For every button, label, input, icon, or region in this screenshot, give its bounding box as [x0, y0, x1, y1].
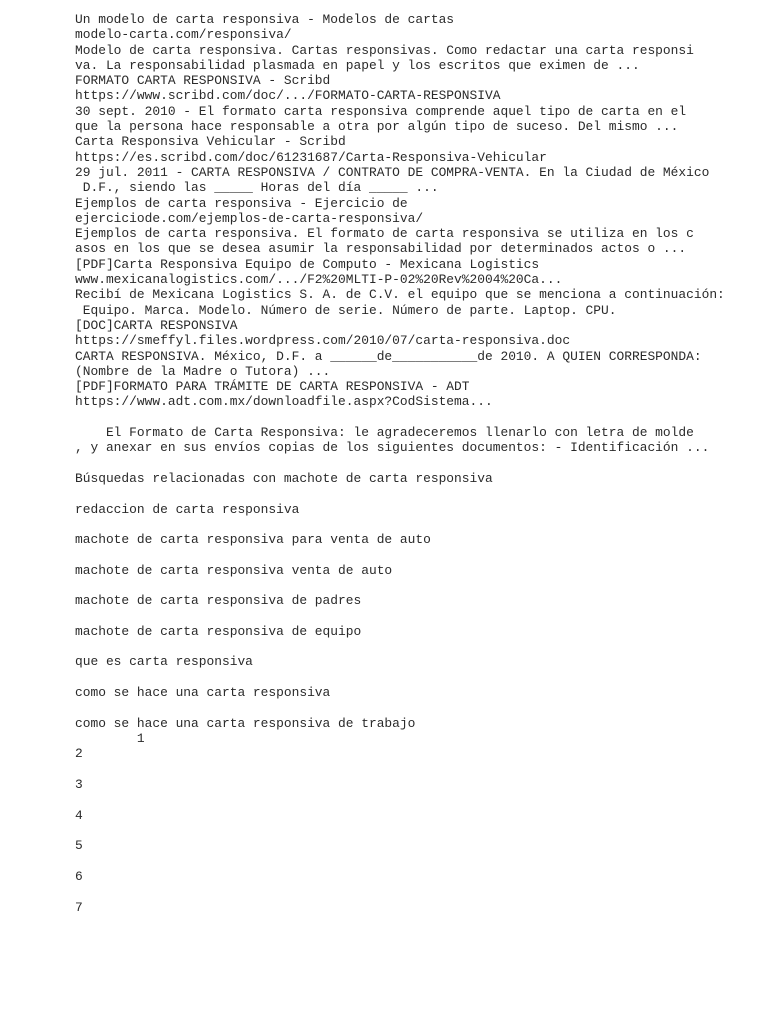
result-snippet-line: Equipo. Marca. Modelo. Número de serie. Número de parte. Laptop. CPU. — [75, 302, 617, 318]
result-title[interactable]: FORMATO CARTA RESPONSIVA - Scribd — [75, 73, 331, 89]
result-url[interactable]: https://www.scribd.com/doc/.../FORMATO-CARTA-RESPONSIVA — [75, 88, 501, 104]
related-search-link[interactable]: machote de carta responsiva venta de auto — [75, 562, 393, 578]
result-title[interactable]: Ejemplos de carta responsiva - Ejercicio de — [75, 195, 408, 211]
result-title[interactable]: [DOC]CARTA RESPONSIVA — [75, 317, 238, 333]
document-page — [75, 12, 735, 930]
related-search-link[interactable]: como se hace una carta responsiva — [75, 685, 331, 701]
related-search-link[interactable]: que es carta responsiva — [75, 654, 253, 670]
related-searches — [75, 471, 735, 731]
search-result — [75, 134, 735, 195]
pagination-current-page: 1 — [75, 730, 145, 746]
spacer — [75, 456, 735, 471]
result-title[interactable]: [PDF]Carta Responsiva Equipo de Computo - Mexicana Logistics — [75, 256, 540, 272]
result-snippet-line: asos en los que se desea asumir la responsabilidad por determinados actos o ... — [75, 241, 687, 257]
pagination-link[interactable]: 3 — [75, 776, 83, 792]
pagination-link[interactable]: 4 — [75, 807, 83, 823]
result-snippet-line: , y anexar en sus envíos copias de los siguientes documentos: - Identificación ... — [75, 440, 710, 456]
result-snippet-line: CARTA RESPONSIVA. México, D.F. a ______de___________de 2010. A QUIEN CORRESPONDA: — [75, 348, 702, 364]
result-snippet-line: 29 jul. 2011 - CARTA RESPONSIVA / CONTRATO DE COMPRA-VENTA. En la Ciudad de México — [75, 164, 710, 180]
pagination-link[interactable]: 5 — [75, 838, 83, 854]
result-snippet-line: (Nombre de la Madre o Tutora) ... — [75, 363, 331, 379]
search-result — [75, 196, 735, 257]
pagination-link[interactable]: 7 — [75, 899, 83, 915]
result-snippet-line: va. La responsabilidad plasmada en papel y los escritos que eximen de ... — [75, 57, 640, 73]
pagination — [75, 731, 735, 915]
result-snippet-line: Ejemplos de carta responsiva. El formato de carta responsiva se utiliza en los c — [75, 226, 694, 242]
result-url[interactable]: www.mexicanalogistics.com/.../F2%20MLTI-P-02%20Rev%2004%20Ca... — [75, 272, 563, 288]
search-result — [75, 318, 735, 379]
result-url[interactable]: https://smeffyl.files.wordpress.com/2010/07/carta-responsiva.doc — [75, 333, 571, 349]
search-result — [75, 73, 735, 134]
related-search-link[interactable]: como se hace una carta responsiva de trabajo — [75, 715, 416, 731]
related-search-link[interactable]: redaccion de carta responsiva — [75, 501, 300, 517]
result-title[interactable]: [PDF]FORMATO PARA TRÁMITE DE CARTA RESPONSIVA - ADT — [75, 379, 470, 395]
result-url[interactable]: https://www.adt.com.mx/downloadfile.aspx?CodSistema... — [75, 394, 493, 410]
result-url[interactable]: ejerciciode.com/ejemplos-de-carta-responsiva/ — [75, 210, 424, 226]
related-search-link[interactable]: machote de carta responsiva de equipo — [75, 623, 362, 639]
related-search-link[interactable]: machote de carta responsiva de padres — [75, 593, 362, 609]
search-result — [75, 379, 735, 455]
result-title[interactable]: Carta Responsiva Vehicular - Scribd — [75, 134, 346, 150]
pagination-link[interactable]: 6 — [75, 869, 83, 884]
result-snippet-line: El Formato de Carta Responsiva: le agradeceremos llenarlo con letra de molde — [75, 425, 694, 441]
result-url[interactable]: https://es.scribd.com/doc/61231687/Carta-Responsiva-Vehicular — [75, 149, 547, 165]
result-snippet-line: D.F., siendo las _____ Horas del día _____ ... — [75, 180, 439, 196]
related-search-link[interactable]: machote de carta responsiva para venta de auto — [75, 532, 431, 548]
pagination-link[interactable]: 2 — [75, 746, 83, 762]
search-result — [75, 12, 735, 73]
result-title[interactable]: Un modelo de carta responsiva - Modelos de cartas — [75, 12, 455, 27]
search-result — [75, 257, 735, 318]
result-url[interactable]: modelo-carta.com/responsiva/ — [75, 27, 292, 43]
result-snippet-line: Recibí de Mexicana Logistics S. A. de C.V. el equipo que se menciona a continuación: — [75, 287, 725, 303]
related-heading: Búsquedas relacionadas con machote de carta responsiva — [75, 470, 493, 486]
result-snippet-line — [75, 410, 735, 425]
result-snippet-line: que la persona hace responsable a otra por algún tipo de suceso. Del mismo ... — [75, 119, 679, 135]
result-snippet-line: 30 sept. 2010 - El formato carta responsiva comprende aquel tipo de carta en el — [75, 103, 687, 119]
result-snippet-line: Modelo de carta responsiva. Cartas responsivas. Como redactar una carta responsi — [75, 42, 694, 58]
